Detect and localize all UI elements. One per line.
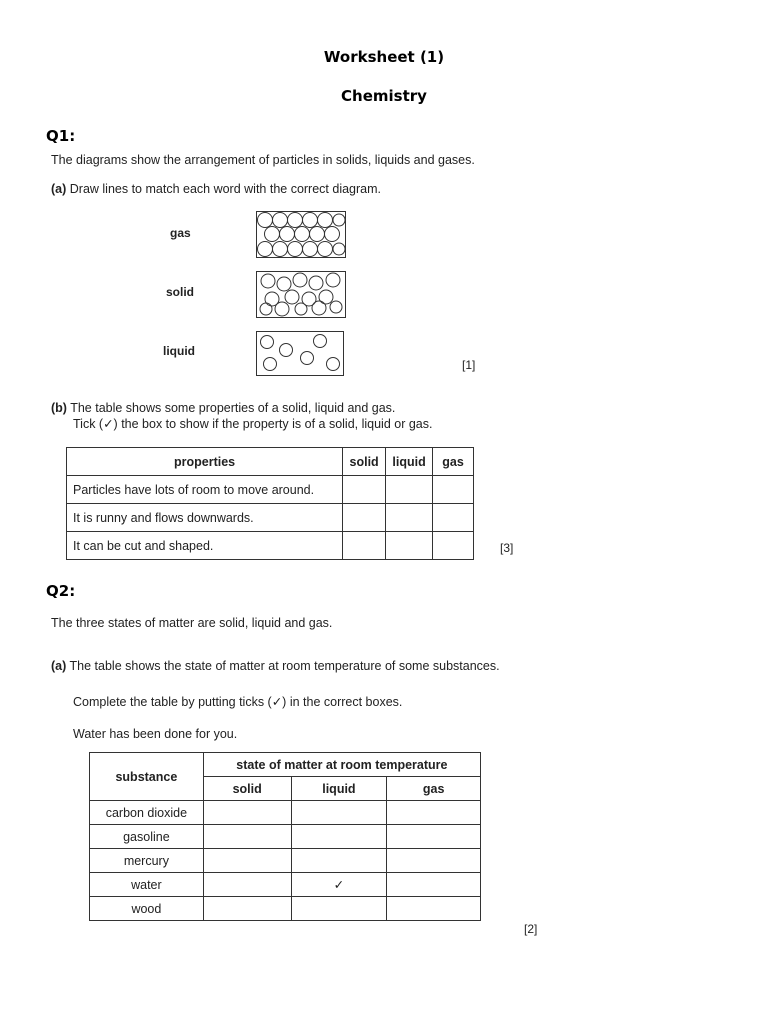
word-liquid: liquid bbox=[163, 344, 195, 358]
property-cell: Particles have lots of room to move around. bbox=[67, 476, 343, 504]
worksheet-title: Worksheet (1) bbox=[323, 48, 445, 66]
table-header-row bbox=[67, 448, 474, 476]
tick-box-solid[interactable] bbox=[343, 532, 386, 560]
header-solid: solid bbox=[203, 777, 291, 801]
table-row bbox=[90, 849, 481, 873]
tick-box-solid[interactable] bbox=[203, 849, 291, 873]
diagram-random-close-particles bbox=[256, 271, 346, 318]
tick-box-liquid[interactable] bbox=[386, 476, 433, 504]
tick-mark: ✓ bbox=[333, 878, 345, 892]
header-substance: substance bbox=[90, 753, 204, 801]
tick-box-solid[interactable] bbox=[343, 476, 386, 504]
q1b-text: The table shows some properties of a solid, liquid and gas. bbox=[70, 401, 396, 415]
substances-table bbox=[89, 752, 481, 921]
q1b-marks: [3] bbox=[500, 541, 514, 555]
tick-box-gas[interactable] bbox=[433, 476, 474, 504]
header-properties: properties bbox=[67, 448, 343, 476]
tick-box-gas[interactable] bbox=[387, 849, 481, 873]
tick-box-gas[interactable] bbox=[387, 825, 481, 849]
q1a-instruction bbox=[51, 182, 381, 196]
properties-table bbox=[66, 447, 474, 560]
q1a-text: Draw lines to match each word with the correct diagram. bbox=[69, 182, 382, 196]
q2a-marks: [2] bbox=[524, 922, 538, 936]
tick-box-liquid[interactable] bbox=[291, 897, 387, 921]
table-row bbox=[90, 801, 481, 825]
tick-box-liquid[interactable] bbox=[291, 849, 387, 873]
table-row bbox=[90, 825, 481, 849]
q1-heading: Q1: bbox=[46, 127, 76, 145]
table-row bbox=[67, 476, 474, 504]
q1-intro: The diagrams show the arrangement of particles in solids, liquids and gases. bbox=[51, 153, 475, 167]
word-gas: gas bbox=[170, 226, 191, 240]
tick-box-gas[interactable] bbox=[433, 504, 474, 532]
q2a-line3: Water has been done for you. bbox=[73, 727, 238, 741]
q1a-label: (a) bbox=[51, 182, 67, 196]
property-cell: It is runny and flows downwards. bbox=[67, 504, 343, 532]
substance-cell: wood bbox=[90, 897, 204, 921]
tick-box-liquid[interactable] bbox=[291, 801, 387, 825]
substance-cell: gasoline bbox=[90, 825, 204, 849]
tick-box-liquid[interactable] bbox=[291, 825, 387, 849]
tick-box-solid[interactable] bbox=[203, 801, 291, 825]
diagram-packed-particles bbox=[256, 211, 346, 258]
tick-box-liquid[interactable] bbox=[386, 532, 433, 560]
q2a-line2: Complete the table by putting ticks (✓) in the correct boxes. bbox=[73, 695, 403, 709]
table-row bbox=[67, 504, 474, 532]
substance-cell: carbon dioxide bbox=[90, 801, 204, 825]
table-header-row bbox=[90, 753, 481, 777]
tick-box-liquid[interactable] bbox=[291, 873, 387, 897]
q2-intro: The three states of matter are solid, liquid and gas. bbox=[51, 616, 333, 630]
tick-box-solid[interactable] bbox=[203, 873, 291, 897]
q2-heading: Q2: bbox=[46, 582, 76, 600]
tick-box-solid[interactable] bbox=[203, 897, 291, 921]
property-cell: It can be cut and shaped. bbox=[67, 532, 343, 560]
q1b-line2: Tick (✓) the box to show if the property is of a solid, liquid or gas. bbox=[73, 417, 433, 431]
diagram-spread-particles bbox=[256, 331, 344, 376]
q1b-line1 bbox=[51, 401, 395, 415]
q2a-text: The table shows the state of matter at room temperature of some substances. bbox=[69, 659, 500, 673]
tick-box-gas[interactable] bbox=[387, 873, 481, 897]
subject-title: Chemistry bbox=[341, 87, 427, 105]
header-liquid: liquid bbox=[291, 777, 387, 801]
q2a-label: (a) bbox=[51, 659, 67, 673]
header-gas: gas bbox=[387, 777, 481, 801]
substance-cell: water bbox=[90, 873, 204, 897]
tick-box-liquid[interactable] bbox=[386, 504, 433, 532]
tick-box-solid[interactable] bbox=[203, 825, 291, 849]
tick-box-gas[interactable] bbox=[433, 532, 474, 560]
header-gas: gas bbox=[433, 448, 474, 476]
header-state-of-matter: state of matter at room temperature bbox=[203, 753, 480, 777]
substance-cell: mercury bbox=[90, 849, 204, 873]
tick-box-gas[interactable] bbox=[387, 801, 481, 825]
table-row bbox=[90, 897, 481, 921]
q1b-label: (b) bbox=[51, 401, 67, 415]
q2a-line1 bbox=[51, 659, 500, 673]
q1a-marks: [1] bbox=[462, 358, 476, 372]
word-solid: solid bbox=[166, 285, 195, 299]
table-row bbox=[90, 873, 481, 897]
tick-box-gas[interactable] bbox=[387, 897, 481, 921]
tick-box-solid[interactable] bbox=[343, 504, 386, 532]
table-row bbox=[67, 532, 474, 560]
header-liquid: liquid bbox=[386, 448, 433, 476]
header-solid: solid bbox=[343, 448, 386, 476]
